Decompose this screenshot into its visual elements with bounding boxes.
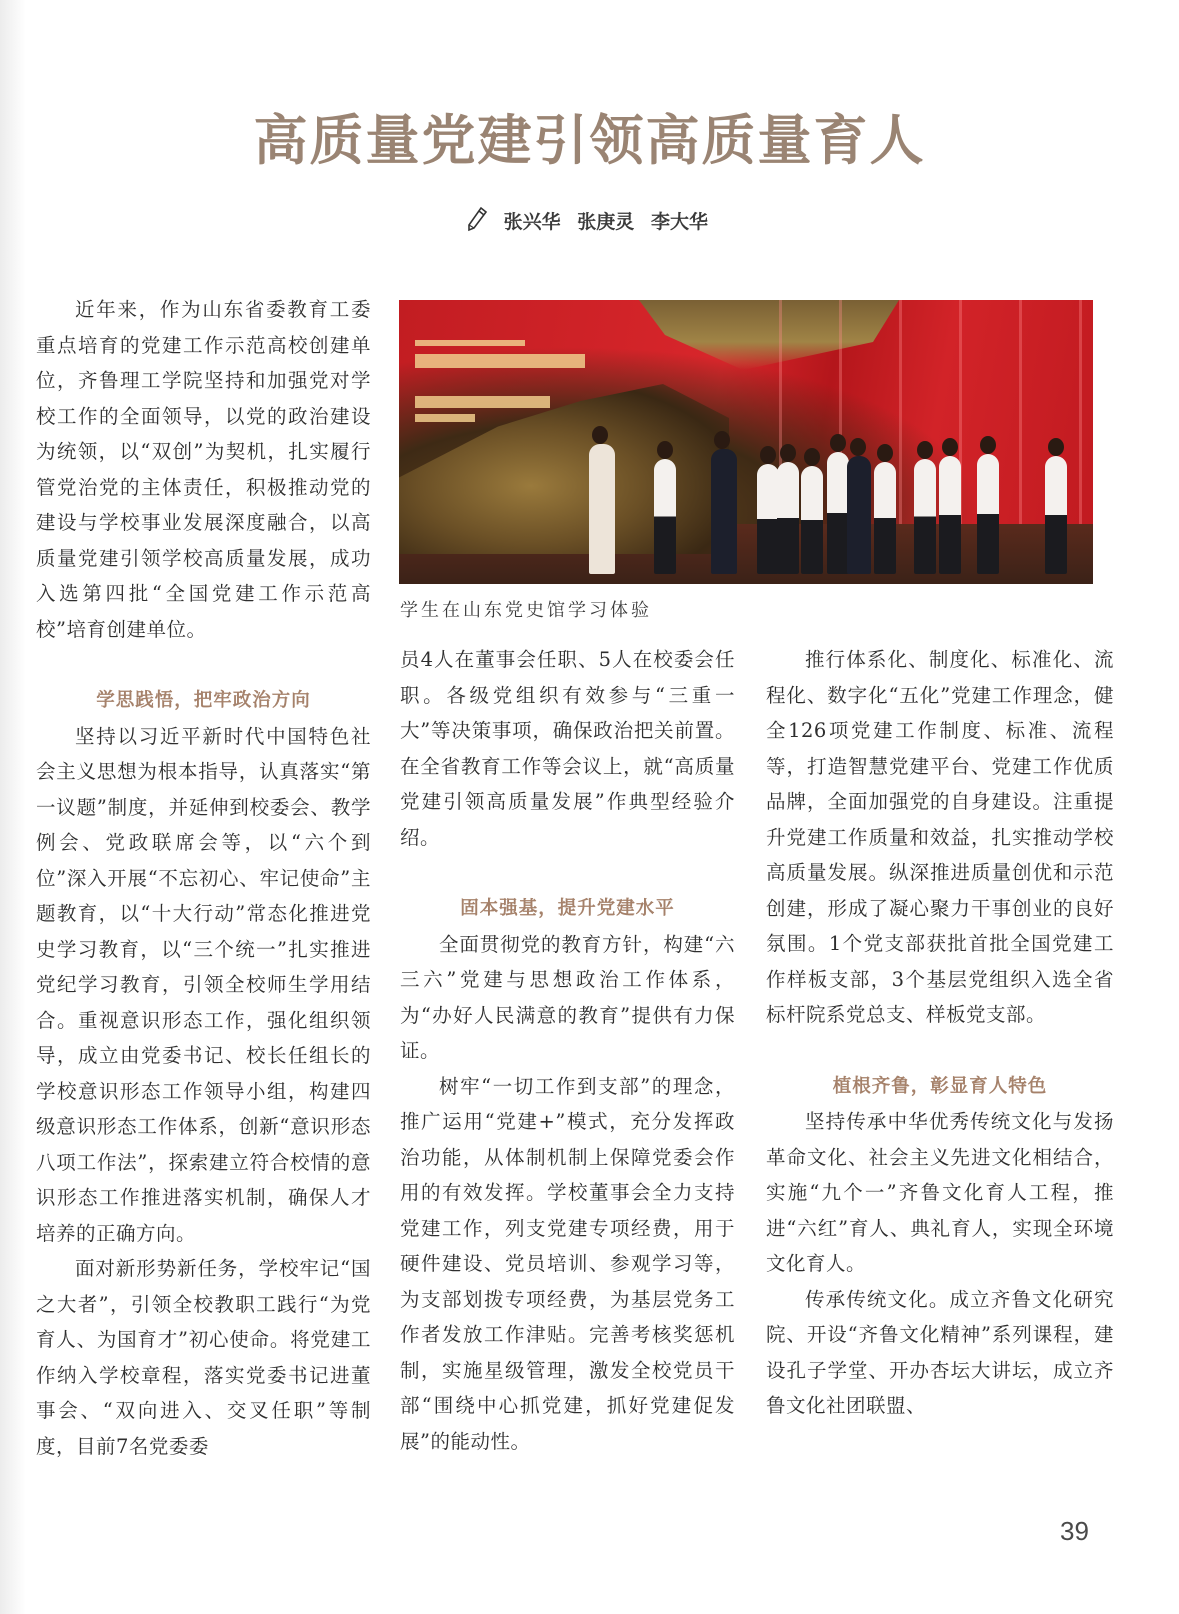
paragraph: 全面贯彻党的教育方针，构建“六三六”党建与思想政治工作体系，为“办好人民满意的教育”提供有力保证。 [400, 932, 735, 1062]
byline [0, 206, 1179, 237]
paragraph: 面对新形势新任务，学校牢记“国之大者”，引领全校教职工践行“为党育人、为国育才”初心使命。将党建工作纳入学校章程，落实党委书记进董事会、“双向进入、交叉任职”等制度，目前7名党委委 [36, 1257, 371, 1458]
paragraph: 传承传统文化。成立齐鲁文化研究院、开设“齐鲁文化精神”系列课程，建设孔子学堂、开办杏坛大讲坛，成立齐鲁文化社团联盟、 [766, 1287, 1114, 1417]
photo-bronze-sculpture [399, 384, 729, 554]
author-name: 张庚灵 [577, 211, 635, 233]
column-1 [36, 292, 371, 1464]
paragraph: 坚持以习近平新时代中国特色社会主义思想为根本指导，认真落实“第一议题”制度，并延伸到校委会、教学例会、党政联席会等，以“六个到位”深入开展“不忘初心、牢记使命”主题教育，以“十大行动”常态化推进党史学习教育，以“三个统一”扎实推进党纪学习教育，引领全校师生学用结合。重视意识形态工作，强化组织领导，成立由党委书记、校长任组长的学校意识形态工作领导小组，构建四级意识形态工作体系，创新“意识形态八项工作法”，探索建立符合校情的意识形态工作推进落实机制，确保人才培养的正确方向。 [36, 724, 371, 1245]
article-photo [399, 300, 1093, 584]
page-number: 39 [1060, 1516, 1089, 1546]
section-heading: 固本强基，提升党建水平 [460, 898, 675, 919]
photo-caption: 学生在山东党史馆学习体验 [400, 600, 652, 621]
photo-banner-text [415, 396, 550, 408]
author-name: 李大华 [650, 211, 708, 233]
photo-banner-text [415, 340, 525, 346]
page-binding-shadow [0, 0, 26, 1614]
photo-banner-text [415, 414, 475, 422]
section-heading: 植根齐鲁，彰显育人特色 [832, 1075, 1048, 1097]
column-2 [400, 642, 735, 1459]
paragraph: 坚持传承中华优秀传统文化与发扬革命文化、社会主义先进文化相结合，实施“九个一”齐鲁文化育人工程，推进“六红”育人、典礼育人，实现全环境文化育人。 [766, 1110, 1114, 1275]
paragraph: 员4人在董事会任职、5人在校委会任职。各级党组织有效参与“三重一大”等决策事项，确保政治把关前置。在全省教育工作等会议上，就“高质量党建引领高质量发展”作典型经验介绍。 [400, 648, 735, 849]
pencil-icon [466, 206, 488, 237]
column-3 [766, 642, 1114, 1424]
paragraph: 推行体系化、制度化、标准化、流程化、数字化“五化”党建工作理念，健全126项党建工作制度、标准、流程等，打造智慧党建平台、党建工作优质品牌，全面加强党的自身建设。注重提升党建工作质量和效益，扎实推动学校高质量发展。纵深推进质量创优和示范创建，形成了凝心聚力干事创业的良好氛围。1个党支部获批首批全国党建工作样板支部，3个基层党组织入选全省标杆院系党总支、样板党支部。 [766, 648, 1114, 1026]
article-title: 高质量党建引领高质量育人 [253, 108, 926, 172]
author-name: 张兴华 [503, 211, 561, 233]
paragraph: 树牢“一切工作到支部”的理念，推广运用“党建+”模式，充分发挥政治功能，从体制机制上保障党委会作用的有效发挥。学校董事会全力支持党建工作，列支党建专项经费，用于硬件建设、党员培训、参观学习等，为支部划拨专项经费，为基层党务工作者发放工作津贴。完善考核奖惩机制，实施星级管理，激发全校党员干部“围绕中心抓党建，抓好党建促发展”的能动性。 [400, 1074, 735, 1453]
section-heading: 学思践悟，把牢政治方向 [96, 690, 311, 711]
photo-relief-top [639, 300, 899, 370]
paragraph: 近年来，作为山东省委教育工委重点培育的党建工作示范高校创建单位，齐鲁理工学院坚持和加强党对学校工作的全面领导，以党的政治建设为统领，以“双创”为契机，扎实履行管党治党的主体责任，积极推动党的建设与学校事业发展深度融合，以高质量党建引领学校高质量发展，成功入选第四批“全国党建工作示范高校”培育创建单位。 [36, 298, 371, 641]
photo-banner-text [415, 354, 585, 368]
